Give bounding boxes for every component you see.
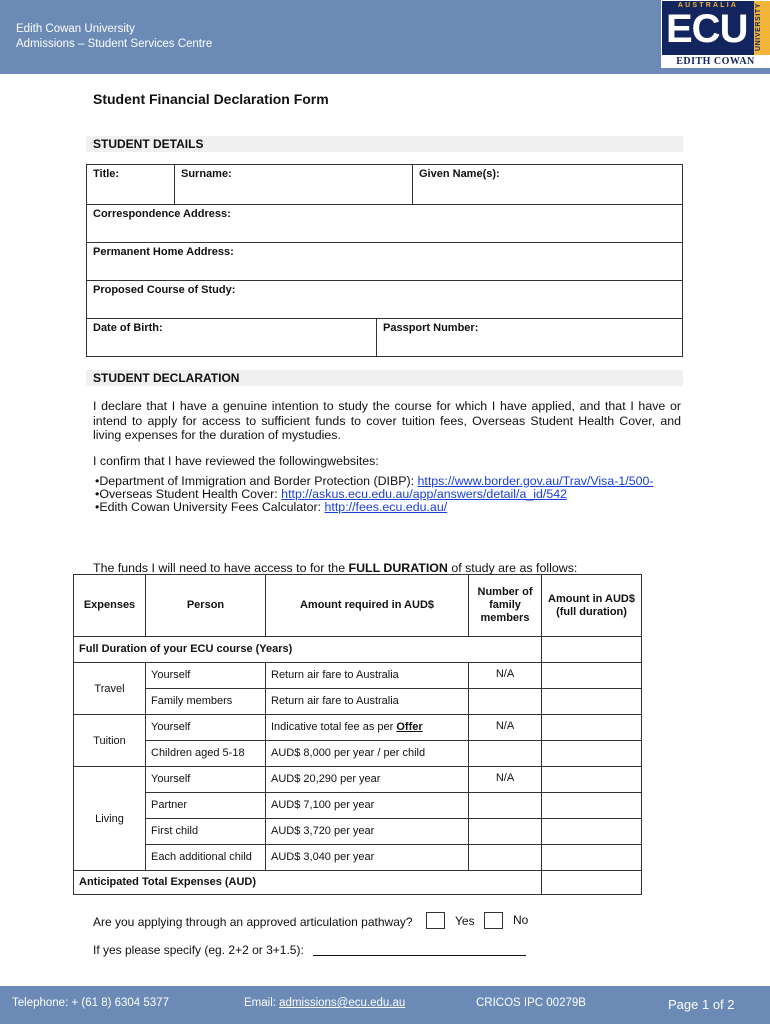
date-of-birth-label: Date of Birth: bbox=[93, 322, 163, 334]
row-person: Yourself bbox=[146, 714, 266, 740]
fees-calculator-link[interactable]: http://fees.ecu.edu.au/ bbox=[324, 500, 448, 514]
date-of-birth-field[interactable] bbox=[87, 318, 377, 357]
row-members-input[interactable] bbox=[469, 844, 542, 870]
funds-intro-end: of study are as follows: bbox=[447, 561, 578, 575]
header-text bbox=[16, 22, 212, 51]
bullet-dibp: •Department of Immigration and Border Protection (DIBP): https://www.border.gov.au/Trav/Visa-1/500- bbox=[95, 474, 654, 488]
footer-email bbox=[244, 997, 405, 1009]
funds-intro bbox=[93, 561, 577, 575]
specify-input-line[interactable] bbox=[313, 955, 526, 956]
student-details-grid bbox=[86, 164, 683, 357]
no-label: No bbox=[513, 913, 529, 927]
form-title: Student Financial Declaration Form bbox=[93, 91, 329, 107]
footer-cricos: CRICOS IPC 00279B bbox=[476, 997, 586, 1009]
specify-label: If yes please specify (eg. 2+2 or 3+1.5): bbox=[93, 943, 304, 957]
logo-bottom-text: EDITH COWAN bbox=[662, 55, 769, 68]
row-members-input[interactable] bbox=[469, 818, 542, 844]
row-person: Yourself bbox=[146, 766, 266, 792]
footer-email-label: Email: bbox=[244, 997, 280, 1009]
row-amount: Return air fare to Australia bbox=[266, 688, 469, 714]
title-label: Title: bbox=[93, 168, 120, 180]
yes-checkbox[interactable] bbox=[426, 912, 445, 929]
row-full-amount-input[interactable] bbox=[542, 714, 641, 740]
passport-number-label: Passport Number: bbox=[383, 322, 479, 334]
logo-country: AUSTRALIA bbox=[677, 2, 739, 9]
expenses-table bbox=[73, 574, 642, 895]
logo-letters: ECU bbox=[666, 7, 748, 51]
bullet-oshc: •Overseas Student Health Cover: http://askus.ecu.edu.au/app/answers/detail/a_id/542 bbox=[95, 487, 568, 501]
row-members-input[interactable] bbox=[469, 688, 542, 714]
group-living: Living bbox=[74, 766, 146, 870]
group-tuition: Tuition bbox=[74, 714, 146, 766]
row-person: Each additional child bbox=[146, 844, 266, 870]
footer-email-link[interactable]: admissions@ecu.edu.au bbox=[279, 997, 406, 1009]
row-amount: AUD$ 3,720 per year bbox=[266, 818, 469, 844]
surname-field[interactable] bbox=[175, 165, 413, 204]
oshc-link[interactable]: http://askus.ecu.edu.au/app/answers/detail/a_id/542 bbox=[281, 487, 568, 501]
bullet-fees: •Edith Cowan University Fees Calculator: http://fees.ecu.edu.au/ bbox=[95, 500, 448, 514]
student-declaration-heading: STUDENT DECLARATION bbox=[86, 370, 683, 386]
row-members: N/A bbox=[469, 766, 542, 792]
logo-side-text: UNIVERSITY bbox=[755, 2, 762, 51]
title-field[interactable] bbox=[87, 165, 175, 204]
page-number: Page 1 of 2 bbox=[668, 997, 735, 1012]
passport-number-field[interactable] bbox=[377, 318, 683, 357]
row-full-amount-input[interactable] bbox=[542, 688, 641, 714]
row-person: Partner bbox=[146, 792, 266, 818]
row-members-input[interactable] bbox=[469, 740, 542, 766]
correspondence-address-label: Correspondence Address: bbox=[93, 208, 231, 220]
row-full-amount-input[interactable] bbox=[542, 766, 641, 792]
row-person: Family members bbox=[146, 688, 266, 714]
university-name: Edith Cowan University bbox=[16, 23, 135, 35]
yes-label: Yes bbox=[455, 914, 475, 928]
row-full-amount-input[interactable] bbox=[542, 662, 641, 688]
row-members-input[interactable] bbox=[469, 792, 542, 818]
row-person: Yourself bbox=[146, 662, 266, 688]
articulation-question: Are you applying through an approved articulation pathway? bbox=[93, 915, 413, 929]
row-amount: AUD$ 7,100 per year bbox=[266, 792, 469, 818]
given-names-field[interactable] bbox=[413, 165, 683, 204]
duration-label: Full Duration of your ECU course (Years) bbox=[74, 636, 542, 662]
ecu-logo bbox=[661, 0, 770, 68]
row-amount: AUD$ 8,000 per year / per child bbox=[266, 740, 469, 766]
col-header-members: Number of family members bbox=[469, 575, 542, 636]
footer-telephone: Telephone: + (61 8) 6304 5377 bbox=[12, 997, 169, 1009]
row-person: Children aged 5-18 bbox=[146, 740, 266, 766]
no-checkbox[interactable] bbox=[484, 912, 503, 929]
declaration-paragraph: I declare that I have a genuine intention to study the course for which I have applied, and that I have or intend to apply for access to sufficient funds to cover tuition fees, Overseas Student Health Cover, and living expenses for the duration of mystudies. bbox=[93, 399, 681, 442]
logo-side-strip bbox=[754, 1, 770, 55]
websites-intro: I confirm that I have reviewed the followingwebsites: bbox=[93, 454, 379, 468]
row-full-amount-input[interactable] bbox=[542, 740, 641, 766]
permanent-address-label: Permanent Home Address: bbox=[93, 246, 234, 258]
row-members: N/A bbox=[469, 662, 542, 688]
duration-input[interactable] bbox=[542, 636, 641, 662]
footer-band bbox=[0, 986, 770, 1024]
row-full-amount-input[interactable] bbox=[542, 792, 641, 818]
row-full-amount-input[interactable] bbox=[542, 818, 641, 844]
course-of-study-field[interactable] bbox=[87, 280, 683, 319]
student-details-heading: STUDENT DETAILS bbox=[86, 136, 683, 152]
permanent-address-field[interactable] bbox=[87, 242, 683, 281]
bullet-dibp-text: Department of Immigration and Border Protection (DIBP): bbox=[99, 474, 418, 488]
dibp-link[interactable]: https://www.border.gov.au/Trav/Visa-1/500- bbox=[417, 474, 654, 488]
given-names-label: Given Name(s): bbox=[419, 168, 500, 180]
col-header-expenses: Expenses bbox=[74, 575, 146, 636]
surname-label: Surname: bbox=[181, 168, 232, 180]
col-header-amount: Amount required in AUD$ bbox=[266, 575, 469, 636]
correspondence-address-field[interactable] bbox=[87, 204, 683, 243]
col-header-person: Person bbox=[146, 575, 266, 636]
row-person: First child bbox=[146, 818, 266, 844]
row-amount: Return air fare to Australia bbox=[266, 662, 469, 688]
row-full-amount-input[interactable] bbox=[542, 844, 641, 870]
offer-link: Offer bbox=[396, 721, 423, 733]
row-amount bbox=[266, 714, 469, 740]
header-band bbox=[0, 0, 770, 74]
bullet-fees-text: Edith Cowan University Fees Calculator: bbox=[99, 500, 325, 514]
total-input[interactable] bbox=[542, 870, 641, 895]
row-members: N/A bbox=[469, 714, 542, 740]
funds-intro-start: The funds I will need to have access to for the bbox=[93, 561, 349, 575]
funds-intro-bold: FULL DURATION bbox=[348, 561, 448, 575]
row-amount: AUD$ 20,290 per year bbox=[266, 766, 469, 792]
row-amount-text: Indicative total fee as per bbox=[271, 721, 397, 733]
col-header-full-duration: Amount in AUD$ (full duration) bbox=[548, 592, 635, 618]
department-name: Admissions – Student Services Centre bbox=[16, 37, 213, 50]
bullet-oshc-text: Overseas Student Health Cover: bbox=[99, 487, 282, 501]
course-of-study-label: Proposed Course of Study: bbox=[93, 284, 236, 296]
group-travel: Travel bbox=[74, 662, 146, 714]
total-label: Anticipated Total Expenses (AUD) bbox=[74, 870, 542, 895]
row-amount: AUD$ 3,040 per year bbox=[266, 844, 469, 870]
